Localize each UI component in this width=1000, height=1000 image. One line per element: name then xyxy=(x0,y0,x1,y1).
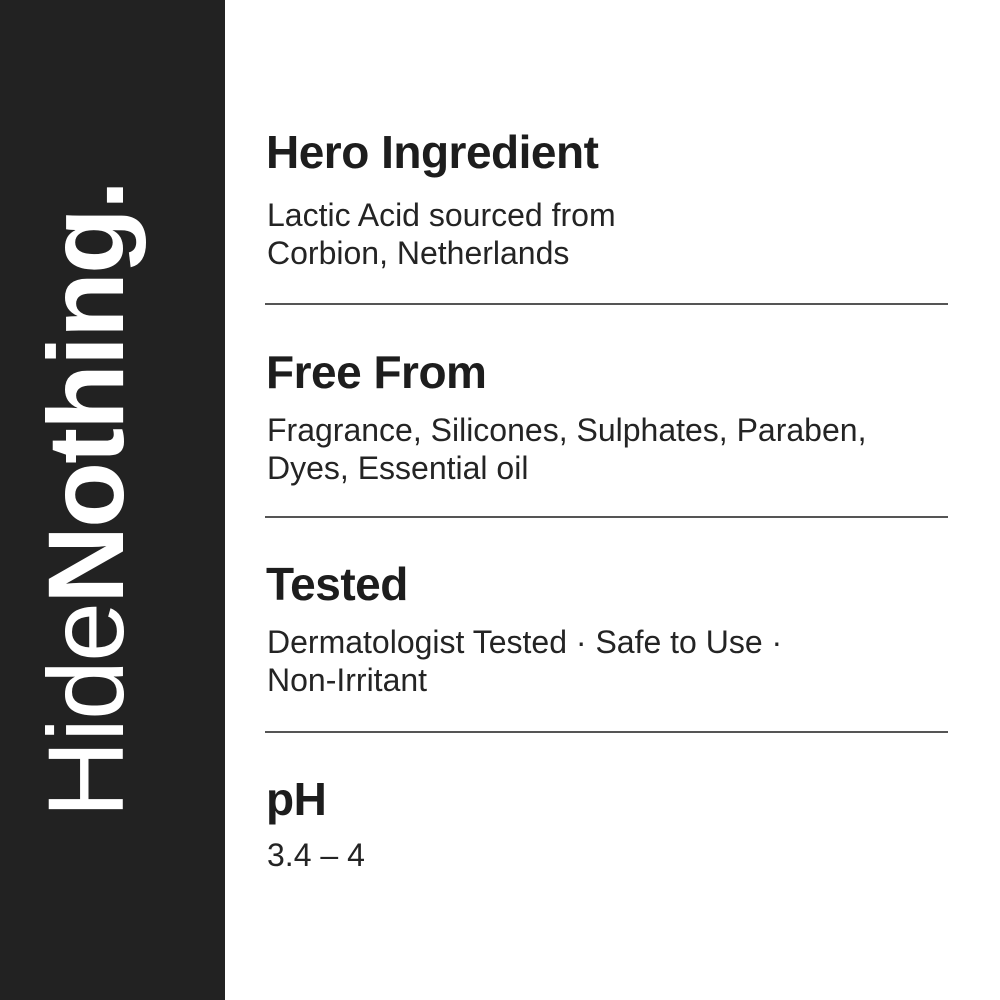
body-free-from xyxy=(267,411,866,487)
body-hero-ingredient xyxy=(267,196,616,272)
body-tested xyxy=(267,623,782,699)
brand-logo-nothing: Nothing. xyxy=(25,182,146,604)
heading-hero-ingredient: Hero Ingredient xyxy=(266,126,599,178)
section-divider xyxy=(265,731,948,733)
body-line: Dyes, Essential oil xyxy=(267,450,529,486)
heading-tested: Tested xyxy=(266,558,408,610)
section-divider xyxy=(265,516,948,518)
brand-logo-hide: Hide xyxy=(25,603,146,818)
body-line: Lactic Acid sourced from xyxy=(267,197,616,233)
heading-ph: pH xyxy=(266,773,327,825)
body-ph xyxy=(267,836,365,874)
heading-free-from: Free From xyxy=(266,346,487,398)
body-line: Dermatologist Tested · Safe to Use · xyxy=(267,624,783,660)
body-line: Fragrance, Silicones, Sulphates, Paraben, xyxy=(267,412,867,448)
body-line: Non-Irritant xyxy=(267,662,428,698)
body-line: 3.4 – 4 xyxy=(267,837,365,873)
body-line: Corbion, Netherlands xyxy=(267,235,570,271)
section-divider xyxy=(265,303,948,305)
